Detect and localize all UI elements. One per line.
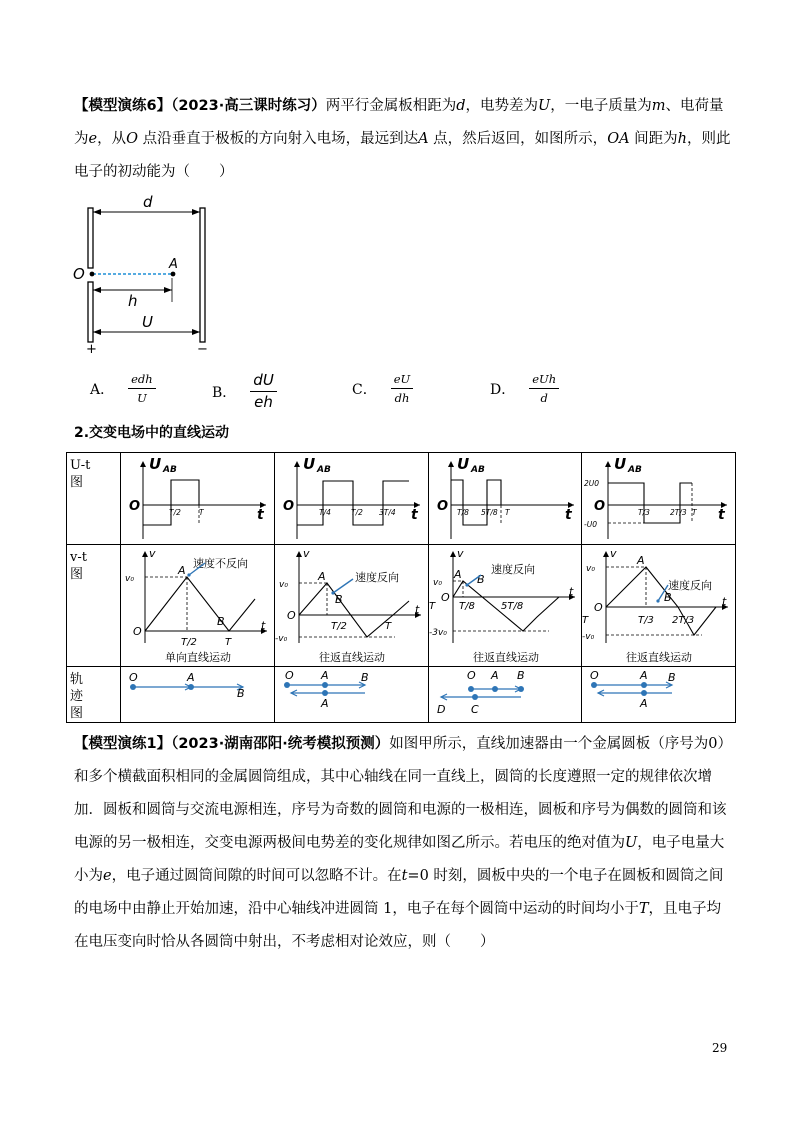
time-tick-label: T xyxy=(504,508,510,517)
row-head-traj xyxy=(67,667,121,723)
var-U: U xyxy=(538,98,551,114)
note-arrow-tip xyxy=(657,599,660,602)
numerator: eUh xyxy=(529,372,559,389)
point-B-label: B xyxy=(664,591,672,604)
time-tick-label: T/2 xyxy=(350,508,363,517)
v-axis-arrow xyxy=(296,551,302,557)
voltage-waveform xyxy=(608,483,692,523)
option-letter: C． xyxy=(352,381,377,398)
denominator: U xyxy=(137,391,147,405)
neg-velocity-label: -v₀ xyxy=(274,634,287,644)
t-axis-label: t xyxy=(722,595,727,608)
right-plate xyxy=(200,208,205,342)
position-dot xyxy=(322,682,328,688)
trajectory-point-label: O xyxy=(284,669,294,682)
neg-velocity-label: -v₀ xyxy=(582,632,595,642)
position-dot xyxy=(468,686,474,692)
problem-1 xyxy=(74,728,734,959)
time-tick-label: T xyxy=(384,621,391,632)
trajectory-point-label: C xyxy=(470,703,479,716)
voltage-tick-label: -U0 xyxy=(584,520,598,529)
option-A[interactable] xyxy=(90,372,156,405)
t-axis-label: t xyxy=(414,603,420,616)
u-axis-sub: AB xyxy=(163,465,177,475)
trajectory-point-label: O xyxy=(590,669,599,682)
v0-label: v₀ xyxy=(432,578,442,588)
position-dot xyxy=(518,686,524,692)
vt-graph-1 xyxy=(121,545,275,665)
problem-6 xyxy=(74,90,734,189)
trajectory-point-label: D xyxy=(436,703,445,716)
traj-graph-2 xyxy=(275,667,429,721)
time-tick-label: T xyxy=(582,615,589,626)
point-B-label: B xyxy=(217,615,225,628)
motion-table xyxy=(66,452,736,723)
problem-1-source: （2023·湖南邵阳·统考模拟预测） xyxy=(171,736,390,752)
trajectory-point-label: A xyxy=(490,669,499,682)
v-axis-arrow xyxy=(450,551,456,557)
option-fraction xyxy=(391,372,414,405)
page-number: 29 xyxy=(712,1041,728,1055)
origin-label: O xyxy=(594,601,603,614)
t-axis-label: t xyxy=(257,507,264,523)
time-tick-label: 5T/8 xyxy=(500,601,523,612)
t-axis-label: t xyxy=(718,507,725,523)
u-axis-arrow xyxy=(140,461,146,467)
t-axis-label: t xyxy=(568,585,573,598)
trajectory-point-label: A xyxy=(640,669,648,682)
option-C[interactable] xyxy=(352,372,413,405)
label-d: d xyxy=(143,193,153,211)
trajectory-point-label: A xyxy=(187,671,195,684)
point-A-label: A xyxy=(637,554,645,567)
problem-6-text: 两平行金属板相距为 xyxy=(325,98,457,114)
traj-cell-1 xyxy=(121,667,275,723)
traj-graph-4 xyxy=(582,667,736,721)
ut-cell-3 xyxy=(428,453,582,545)
vt-graph-3 xyxy=(429,545,583,665)
option-fraction xyxy=(128,372,156,405)
time-tick-label: T/2 xyxy=(169,508,181,517)
u-axis-label: U xyxy=(149,455,162,473)
var-t: t xyxy=(401,868,408,884)
traj-cell-3 xyxy=(428,667,582,723)
row-head-label: U-t 图 xyxy=(70,458,91,490)
trajectory-point-label: B xyxy=(237,687,245,700)
point-A-label: A xyxy=(178,564,186,577)
position-dot xyxy=(284,682,290,688)
var-e: e xyxy=(103,868,112,884)
var-m: m xyxy=(651,98,666,114)
problem-1-text: ，电子通过圆筒间隙的时间可以忽略不计。在 xyxy=(111,868,402,884)
problem-6-text: 点沿垂直于极板的方向射入电场，最远到达 xyxy=(137,131,419,147)
u-axis-label: U xyxy=(302,455,315,473)
traj-graph-3 xyxy=(429,667,583,721)
velocity-curve xyxy=(299,583,409,637)
time-tick-label: T xyxy=(199,508,204,517)
denominator: d xyxy=(540,391,548,405)
problem-6-text: ，从 xyxy=(97,131,127,147)
trajectory-point-label: B xyxy=(516,669,525,682)
var-d: d xyxy=(456,98,466,114)
trajectory-point-label: O xyxy=(466,669,476,682)
v-axis-arrow xyxy=(142,551,148,557)
option-letter: D． xyxy=(490,381,516,398)
voltage-tick-label: 2U0 xyxy=(584,479,600,488)
point-A xyxy=(171,272,176,277)
position-dot xyxy=(188,684,194,690)
time-tick-label: T/3 xyxy=(638,508,651,517)
trajectory-point-label: A xyxy=(640,697,648,710)
origin-label: O xyxy=(286,609,296,622)
time-tick-label: 3T/4 xyxy=(378,508,396,517)
row-head-ut xyxy=(67,453,121,545)
u-axis-arrow xyxy=(294,461,300,467)
t-axis-label: t xyxy=(261,619,266,632)
problem-1-text: 如图甲所示，直线加速器由一个金属圆板（序号为0）和多个横截面积相同的金属圆筒组成，其中心轴线在同一直线上，圆筒的长度遵照一定的规律依次增加．圆板和圆筒与交流电源相连，序号为奇数的圆筒和电源的一极相连，圆板和序号为偶数的圆筒和该电源的另一极相连，交变电源两极间电势差的变化规律如图乙所示。若电压的绝对值为 xyxy=(74,736,732,851)
var-U: U xyxy=(625,835,638,851)
traj-cell-2 xyxy=(274,667,428,723)
origin-label: O xyxy=(436,499,448,514)
vt-cell-2 xyxy=(274,545,428,667)
velocity-note: 速度反向 xyxy=(354,571,399,584)
problem-1-text: ，且电子均在电压变向时恰从各圆筒中射出，不考虑相对论效应，则（ ） xyxy=(74,901,722,950)
traj-cell-4 xyxy=(582,667,736,723)
vt-graph-2 xyxy=(275,545,429,665)
v0-label: v₀ xyxy=(125,574,134,584)
t-axis-label: t xyxy=(410,507,418,523)
var-O: O xyxy=(126,131,138,147)
problem-6-text: ，一电子质量为 xyxy=(550,98,652,114)
u-axis-sub: AB xyxy=(470,465,485,475)
problem-6-source: （2023·高三课时练习） xyxy=(171,98,326,114)
u-axis-arrow xyxy=(605,461,611,467)
neg-velocity-label: -3v₀ xyxy=(428,628,447,638)
trajectory-point-label: O xyxy=(129,671,138,684)
ut-graph-3 xyxy=(429,453,583,543)
point-B-label: B xyxy=(334,593,343,606)
time-tick-label: T/8 xyxy=(456,508,469,517)
numerator: eU xyxy=(391,372,414,389)
var-e: e xyxy=(88,131,98,147)
time-tick-label: T xyxy=(428,601,435,612)
ut-cell-4 xyxy=(582,453,736,545)
label-plus: + xyxy=(86,342,97,355)
note-arrow xyxy=(333,579,353,593)
motion-caption: 单向直线运动 xyxy=(165,651,231,664)
note-arrow-tip xyxy=(465,583,468,586)
left-plate-lower xyxy=(88,282,93,342)
trajectory-point-label: B xyxy=(668,671,676,684)
traj-graph-1 xyxy=(121,667,275,721)
var-T: T xyxy=(638,901,649,917)
time-tick-label: T/4 xyxy=(318,508,331,517)
denominator: eh xyxy=(254,393,273,411)
voltage-waveform xyxy=(451,480,501,525)
problem-6-text: ，电势差为 xyxy=(465,98,539,114)
v-axis-arrow xyxy=(603,551,609,557)
label-U: U xyxy=(142,313,153,331)
velocity-note: 速度不反向 xyxy=(193,557,248,570)
origin-label: O xyxy=(440,591,450,604)
note-arrow-tip xyxy=(187,573,190,576)
v-axis-label: v xyxy=(610,547,617,560)
option-letter: B． xyxy=(212,384,237,401)
problem-6-text: ，则此电子的初动能为（ ） xyxy=(74,131,731,180)
position-dot xyxy=(492,686,498,692)
option-letter: A． xyxy=(90,381,115,398)
numerator: edh xyxy=(128,372,156,389)
trajectory-point-label: B xyxy=(360,671,369,684)
note-arrow-tip xyxy=(331,591,334,594)
position-dot xyxy=(322,690,328,696)
label-minus: − xyxy=(197,342,208,355)
section-heading: 2.交变电场中的直线运动 xyxy=(74,425,230,441)
u-axis-label: U xyxy=(614,455,627,473)
problem-1-tag: 【模型演练1】 xyxy=(74,736,172,752)
time-tick-label: T xyxy=(225,637,232,648)
origin-label: O xyxy=(133,625,142,638)
ut-cell-1 xyxy=(121,453,275,545)
row-head-label: 轨 迹 图 xyxy=(70,672,84,721)
velocity-note: 速度反向 xyxy=(668,579,713,592)
motion-caption: 往返直线运动 xyxy=(472,651,539,664)
problem-1-text: =0 时刻，圆板中央的一个电子在圆板和圆筒之间的电场中由静止开始加速，沿中心轴线冲进圆筒 1，电子在每个圆筒中运动的时间均小于 xyxy=(74,868,724,917)
time-tick-label: T/2 xyxy=(330,621,347,632)
var-A: A xyxy=(418,131,429,147)
origin-label: O xyxy=(282,499,294,514)
motion-caption: 往返直线运动 xyxy=(626,651,693,664)
motion-caption: 往返直线运动 xyxy=(318,651,385,664)
time-tick-label: T/2 xyxy=(181,637,197,648)
time-tick-label: T/3 xyxy=(638,615,655,626)
origin-label: O xyxy=(594,499,606,514)
u-axis-arrow xyxy=(448,461,454,467)
vt-graph-4 xyxy=(582,545,736,665)
var-h: h xyxy=(677,131,687,147)
ut-graph-4 xyxy=(582,453,736,543)
vt-cell-3 xyxy=(428,545,582,667)
position-dot xyxy=(472,694,478,700)
v-axis-label: v xyxy=(149,547,156,560)
time-tick-label: T/8 xyxy=(458,601,475,612)
u-axis-sub: AB xyxy=(316,465,331,475)
problem-6-text: 间距为 xyxy=(629,131,678,147)
numerator: dU xyxy=(250,372,277,392)
position-dot xyxy=(591,682,597,688)
vt-cell-4 xyxy=(582,545,736,667)
t-axis-label: t xyxy=(564,507,572,523)
trajectory-point-label: A xyxy=(320,669,329,682)
position-dot xyxy=(641,682,647,688)
row-head-vt xyxy=(67,545,121,667)
position-dot xyxy=(130,684,136,690)
v0-label: v₀ xyxy=(278,580,288,590)
v0-label: v₀ xyxy=(586,564,596,574)
vt-cell-1 xyxy=(121,545,275,667)
point-A-label: A xyxy=(317,570,326,583)
label-A: A xyxy=(169,257,178,272)
velocity-curve xyxy=(145,577,255,631)
problem-1-text: ，电子电量大小为 xyxy=(74,835,725,884)
point-B-label: B xyxy=(476,573,485,586)
v-axis-label: v xyxy=(456,547,464,560)
velocity-curve xyxy=(606,567,716,635)
var-OA: OA xyxy=(607,131,630,147)
point-A-label: A xyxy=(453,568,462,581)
time-tick-label: 2T/3 xyxy=(672,615,695,626)
ut-graph-2 xyxy=(275,453,429,543)
option-B[interactable] xyxy=(212,372,277,411)
parallel-plates-figure xyxy=(70,190,230,355)
left-plate-upper xyxy=(88,208,93,268)
time-tick-label: 5T/8 xyxy=(480,508,498,517)
problem-6-text: 点，然后返回，如图所示， xyxy=(428,131,608,147)
option-fraction xyxy=(250,372,277,411)
ut-graph-1 xyxy=(121,453,275,543)
velocity-note: 速度反向 xyxy=(490,563,535,576)
label-O: O xyxy=(73,265,85,283)
v-axis-label: v xyxy=(302,547,310,560)
point-O xyxy=(90,272,95,277)
denominator: dh xyxy=(394,391,410,405)
position-dot xyxy=(641,690,647,696)
origin-label: O xyxy=(129,499,141,514)
u-axis-label: U xyxy=(456,455,469,473)
problem-6-tag: 【模型演练6】 xyxy=(74,98,172,114)
option-D[interactable] xyxy=(490,372,559,405)
trajectory-point-label: A xyxy=(320,697,329,710)
ut-cell-2 xyxy=(274,453,428,545)
problem-6-text: 、电荷量为 xyxy=(74,98,724,147)
option-fraction xyxy=(529,372,559,405)
time-tick-label: T xyxy=(692,508,697,517)
row-head-label: v-t 图 xyxy=(70,550,87,582)
u-axis-sub: AB xyxy=(628,465,643,475)
label-h: h xyxy=(128,292,138,310)
time-tick-label: 2T/3 xyxy=(670,508,687,517)
